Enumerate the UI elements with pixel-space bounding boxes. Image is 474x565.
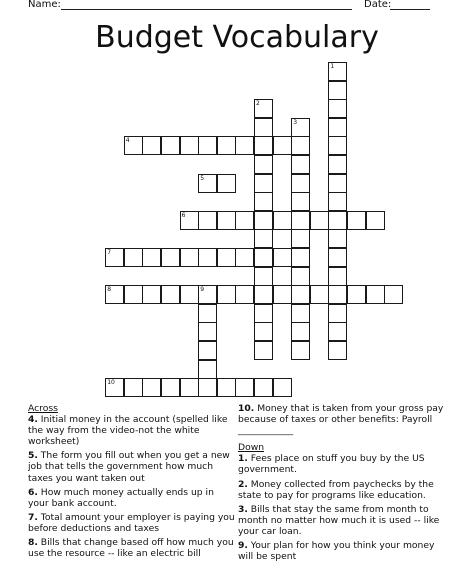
crossword-cell[interactable]: [328, 267, 347, 286]
crossword-cell[interactable]: [254, 378, 273, 397]
crossword-cell[interactable]: [328, 155, 347, 174]
crossword-cell[interactable]: [291, 211, 310, 230]
clue-item-number: 7.: [28, 511, 38, 523]
crossword-cell[interactable]: [291, 248, 310, 267]
across-clue-list-continued: [238, 403, 448, 436]
clue-item: [238, 479, 448, 501]
crossword-cell[interactable]: [235, 378, 254, 397]
clue-item-number: 6.: [28, 486, 38, 498]
clue-item: [28, 487, 235, 509]
crossword-cell[interactable]: [328, 62, 347, 81]
crossword-cell[interactable]: [328, 211, 347, 230]
crossword-cell[interactable]: [198, 174, 217, 193]
crossword-cell[interactable]: [254, 267, 273, 286]
crossword-cell[interactable]: [254, 192, 273, 211]
crossword-cell[interactable]: [328, 229, 347, 248]
crossword-cell[interactable]: [254, 304, 273, 323]
crossword-cell[interactable]: [310, 211, 329, 230]
clue-number: 1: [330, 63, 335, 70]
crossword-cell[interactable]: [217, 174, 236, 193]
crossword-cell[interactable]: [254, 322, 273, 341]
clue-number: 8: [107, 286, 112, 294]
crossword-cell[interactable]: [328, 174, 347, 193]
crossword-cell[interactable]: [180, 136, 199, 155]
crossword-cell[interactable]: [328, 99, 347, 118]
crossword-cell[interactable]: [328, 341, 347, 360]
crossword-cell[interactable]: [198, 360, 217, 379]
crossword-cell[interactable]: [328, 81, 347, 100]
crossword-cell[interactable]: [254, 248, 273, 267]
crossword-cell[interactable]: [124, 248, 143, 267]
crossword-cell[interactable]: [124, 136, 143, 155]
crossword-cell[interactable]: [328, 304, 347, 323]
crossword-cell[interactable]: [198, 248, 217, 267]
clue-item-text: Initial money in the account (spelled like the way from the video-not the white worksheet): [28, 414, 228, 448]
clue-item-number: 2.: [238, 478, 248, 490]
clue-item-text: Fees place on stuff you buy by the US government.: [238, 453, 425, 476]
clue-item: [238, 403, 448, 436]
clue-number: 9: [200, 286, 205, 294]
clue-item-number: 10.: [238, 403, 255, 414]
crossword-cell[interactable]: [217, 285, 236, 304]
clues-left-column: [28, 403, 235, 562]
crossword-cell[interactable]: [328, 192, 347, 211]
crossword-cell[interactable]: [105, 285, 124, 304]
crossword-cell[interactable]: [273, 136, 292, 155]
crossword-cell[interactable]: [291, 285, 310, 304]
crossword-cell[interactable]: [124, 285, 143, 304]
crossword-cell[interactable]: [254, 229, 273, 248]
clue-number: 4: [125, 137, 130, 145]
clue-item-number: 8.: [28, 537, 38, 549]
crossword-cell[interactable]: [291, 174, 310, 193]
crossword-cell[interactable]: [105, 248, 124, 267]
crossword-cell[interactable]: [366, 285, 385, 304]
crossword-cell[interactable]: [328, 248, 347, 267]
crossword-cell[interactable]: [291, 155, 310, 174]
crossword-cell[interactable]: [105, 378, 124, 397]
crossword-cell[interactable]: [254, 155, 273, 174]
clue-number: 6: [181, 211, 186, 219]
across-clue-list: [28, 414, 235, 559]
clue-number: 2: [256, 100, 260, 108]
crossword-cell[interactable]: [254, 99, 273, 118]
crossword-cell[interactable]: [235, 136, 254, 155]
crossword-cell[interactable]: [235, 285, 254, 304]
crossword-cell[interactable]: [291, 192, 310, 211]
crossword-cell[interactable]: [161, 285, 180, 304]
crossword-cell[interactable]: [124, 378, 143, 397]
crossword-cell[interactable]: [180, 378, 199, 397]
crossword-cell[interactable]: [198, 378, 217, 397]
crossword-cell[interactable]: [254, 118, 273, 137]
down-heading: Down: [238, 442, 265, 454]
crossword-cell[interactable]: [328, 285, 347, 304]
crossword-cell[interactable]: [142, 248, 161, 267]
date-label: Date:: [364, 0, 392, 10]
crossword-cell[interactable]: [142, 378, 161, 397]
crossword-cell[interactable]: [291, 267, 310, 286]
clue-item-text: Money that is taken from your gross pay because of taxes or other benefits: Payroll ____________: [238, 403, 444, 437]
crossword-cell[interactable]: [291, 136, 310, 155]
clue-item-number: 5.: [28, 450, 38, 462]
clue-number: 10: [107, 379, 115, 387]
crossword-cell[interactable]: [198, 341, 217, 360]
clue-item-text: The form you fill out when you get a new job that tells the government how much taxes you want taken out: [28, 450, 230, 484]
clue-item-number: 3.: [238, 503, 248, 515]
clue-item-text: How much money actually ends up in your bank account.: [28, 486, 214, 509]
crossword-cell[interactable]: [235, 248, 254, 267]
clue-item-text: Bills that stay the same from month to month no matter how much it is used -- like your car loan.: [238, 503, 440, 537]
crossword-cell[interactable]: [217, 248, 236, 267]
clue-item-number: 9.: [238, 540, 248, 552]
crossword-cell[interactable]: [235, 211, 254, 230]
clue-item-number: 4.: [28, 414, 38, 426]
down-clue-list: [238, 453, 448, 562]
clue-item-number: 1.: [238, 453, 248, 465]
crossword-cell[interactable]: [310, 285, 329, 304]
crossword-cell[interactable]: [180, 248, 199, 267]
crossword-cell[interactable]: [254, 174, 273, 193]
crossword-cell[interactable]: [161, 248, 180, 267]
crossword-cell[interactable]: [273, 285, 292, 304]
crossword-cell[interactable]: [254, 211, 273, 230]
crossword-cell[interactable]: [161, 378, 180, 397]
crossword-cell[interactable]: [142, 136, 161, 155]
clue-item: [238, 504, 448, 537]
crossword-cell[interactable]: [291, 341, 310, 360]
crossword-cell[interactable]: [254, 136, 273, 155]
crossword-cell[interactable]: [254, 285, 273, 304]
clue-item: [28, 450, 235, 483]
crossword-cell[interactable]: [142, 285, 161, 304]
crossword-cell[interactable]: [328, 322, 347, 341]
crossword-cell[interactable]: [291, 322, 310, 341]
clue-item: [238, 453, 448, 475]
crossword-cell[interactable]: [366, 211, 385, 230]
clue-number: 7: [107, 249, 112, 256]
crossword-cell[interactable]: [273, 248, 292, 267]
crossword-cell[interactable]: [198, 304, 217, 323]
crossword-cell[interactable]: [180, 211, 199, 230]
clues-right-column: [238, 403, 448, 565]
crossword-cell[interactable]: [198, 322, 217, 341]
page-title: Budget Vocabulary: [95, 20, 379, 55]
clue-number: 5: [200, 174, 205, 182]
crossword-cell[interactable]: [217, 211, 236, 230]
clue-item-text: Total amount your employer is paying you before deductions and taxes: [28, 511, 235, 534]
crossword-cell[interactable]: [180, 285, 199, 304]
crossword-cell[interactable]: [198, 211, 217, 230]
clue-item: [28, 512, 235, 534]
clue-number: 3: [293, 118, 298, 126]
crossword-cell[interactable]: [198, 136, 217, 155]
clue-item: [238, 540, 448, 562]
clue-item-text: Money collected from paychecks by the state to pay for programs like education.: [238, 478, 434, 501]
clue-item-text: Bills that change based off how much you use the resource -- like an electric bill: [28, 537, 234, 560]
crossword-cell[interactable]: [273, 378, 292, 397]
name-label: Name:: [28, 0, 61, 10]
crossword-cell[interactable]: [347, 211, 366, 230]
crossword-cell[interactable]: [217, 378, 236, 397]
clue-item: [28, 537, 235, 559]
crossword-cell[interactable]: [384, 285, 403, 304]
crossword-cell[interactable]: [198, 285, 217, 304]
crossword-cell[interactable]: [273, 211, 292, 230]
crossword-cell[interactable]: [254, 341, 273, 360]
crossword-cell[interactable]: [161, 136, 180, 155]
crossword-cell[interactable]: [217, 136, 236, 155]
crossword-cell[interactable]: [291, 229, 310, 248]
crossword-cell[interactable]: [291, 118, 310, 137]
clue-item: [28, 414, 235, 447]
clue-item-text: Your plan for how you think your money will be spent: [238, 540, 435, 563]
crossword-cell[interactable]: [291, 304, 310, 323]
crossword-cell[interactable]: [328, 118, 347, 137]
crossword-cell[interactable]: [328, 136, 347, 155]
across-heading: Across: [28, 403, 58, 414]
crossword-cell[interactable]: [347, 285, 366, 304]
